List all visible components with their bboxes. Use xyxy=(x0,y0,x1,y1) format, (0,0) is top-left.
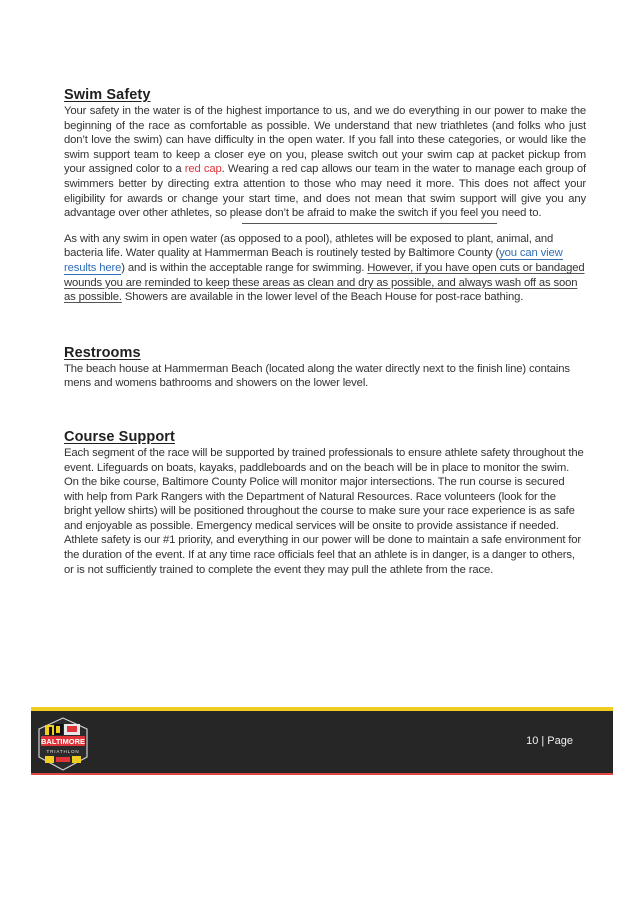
swim-safety-text: Your safety in the water is of the highest importance to us, and we do everything in our power to make the beginning of the race as comfortable as possible. We understand that new triathletes (and folks who just don’t love the swim) can have difficulty in the open water. If you fall into these categories, or would like the swim support team to keep a closer eye on you, please switch out your swim cap at packet pickup from your assigned color to a xyxy=(64,105,586,176)
red-cap-highlight: red cap xyxy=(184,163,222,176)
logo-text-triathlon: TRIATHLON xyxy=(46,749,80,754)
page-number: 10 xyxy=(526,735,539,747)
footer-red-stripe xyxy=(31,773,613,775)
page-footer xyxy=(31,707,613,775)
restrooms-paragraph: The beach house at Hammerman Beach (located along the water directly next to the finish line) contains mens and womens bathrooms and showers on the lower level. xyxy=(64,362,570,390)
section-swim-safety xyxy=(64,87,586,305)
page-content xyxy=(64,87,586,577)
water-quality-text-cont: ) and is within the acceptable range for swimming. xyxy=(121,261,368,274)
course-support-paragraph: Each segment of the race will be supported by trained professionals to ensure athlete safety throughout the event. Lifeguards on boats, kayaks, paddleboards and on the beach will be in place to monitor the swim. On the bike course, Baltimore County Police will monitor major intersections. The run course is secured with help from Park Rangers with the Department of Natural Resources. Race volunteers (look for the bright yellow shirts) will be positioned throughout the course to make sure your race experience is as safe and enjoyable as possible. Emergency medical services will be onsite to provide assistance if needed. Athlete safety is our #1 priority, and everything in our power will be done to maintain a safe environment for the duration of the event. If at any time race officials feel that an athlete is in danger, is a danger to others, or is not sufficiently trained to complete the event they may pull the athlete from the race. xyxy=(64,446,584,576)
footer-yellow-stripe xyxy=(31,707,613,711)
separator-line xyxy=(242,223,497,224)
logo-text-baltimore: BALTIMORE xyxy=(40,737,86,746)
page-word: | Page xyxy=(541,735,573,747)
section-heading-restrooms: Restrooms xyxy=(64,344,141,361)
showers-text: Showers are available in the lower level of the Beach House for post-race bathing. xyxy=(121,291,524,304)
swim-safety-text-cont: . Wearing a red cap allows our team in the water to manage each group of swimmers better by directing extra attention to those who may need it more. This does not affect your eligibility for awards or change your start time, and does not mean that swim support will give you any advantage over other athletes, so please don’t be afraid to make the switch if you feel you need to. xyxy=(64,163,586,220)
swim-safety-paragraph-2 xyxy=(64,232,586,305)
section-restrooms xyxy=(64,345,586,391)
view-results-link[interactable]: you can view results here xyxy=(64,247,563,274)
section-course-support xyxy=(64,429,586,577)
section-heading-swim-safety: Swim Safety xyxy=(64,87,151,103)
swim-safety-paragraph-1 xyxy=(64,104,586,221)
wound-care-note: However, if you have open cuts or bandaged wounds you are reminded to keep these areas as clean and dry as possible, and always wash off as soon as possible. xyxy=(64,261,585,304)
water-quality-text: As with any swim in open water (as opposed to a pool), athletes will be exposed to plant, animal, and bacteria life. Water quality at Hammerman Beach is routinely tested by Baltimore County ( xyxy=(64,232,554,260)
baltimore-triathlon-logo xyxy=(37,717,89,771)
page-number-label xyxy=(526,735,573,747)
section-heading-course-support: Course Support xyxy=(64,428,175,445)
